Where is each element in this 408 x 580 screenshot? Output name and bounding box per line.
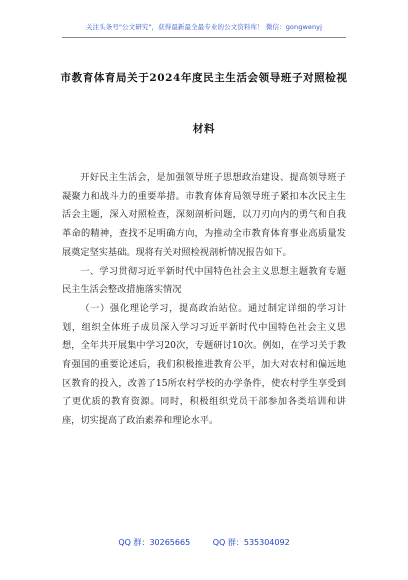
document-body — [62, 169, 346, 431]
footer-qq-group-1: QQ 群：30265665 — [118, 538, 191, 547]
section-heading: 一、学习贯彻习近平新时代中国特色社会主义思想主题教育专题民主生活会整改措施落实情况 — [62, 265, 346, 296]
footer-contact — [0, 537, 408, 548]
paragraph-intro: 开好民主生活会，是加强领导班子思想政治建设、提高领导班子凝聚力和战斗力的重要举措。市教育体育局领导班子紧扣本次民主生活会主题，深入对照检查，深刻剖析问题，以刀刃向内的勇气和自我革命的精神，查找不足明确方向，为推动全市教育体育事业高质量发展奠定坚实基础。现将有关对照检视剖析情况报告如下。 — [62, 172, 346, 258]
header-banner: 关注头条号"公文研究"，获得最新最全最专业的公文资料库！ 微信：gongwenyj — [85, 23, 323, 31]
document-title: 市教育体育局关于2024年度民主生活会领导班子对照检视 — [60, 72, 348, 84]
document-title-continued: 材料 — [192, 123, 216, 135]
footer-qq-group-2: QQ 群：535304092 — [212, 538, 290, 547]
paragraph-subsection: （一）强化理论学习，提高政治站位。通过制定详细的学习计划，组织全体班子成员深入学习习近平新时代中国特色社会主义思想，全年共开展集中学习20次，专题研讨10次。例如，在学习关于教育强国的重要论述后，我们积极推进教育公平，加大对农村和偏远地区教育的投入，改善了15所农村学校的办学条件，使农村学生享受到了更优质的教育资源。同时，积极组织党员干部参加各类培训和讲座，切实提高了政治素养和理论水平。 — [62, 302, 346, 427]
header-divider — [62, 37, 346, 38]
